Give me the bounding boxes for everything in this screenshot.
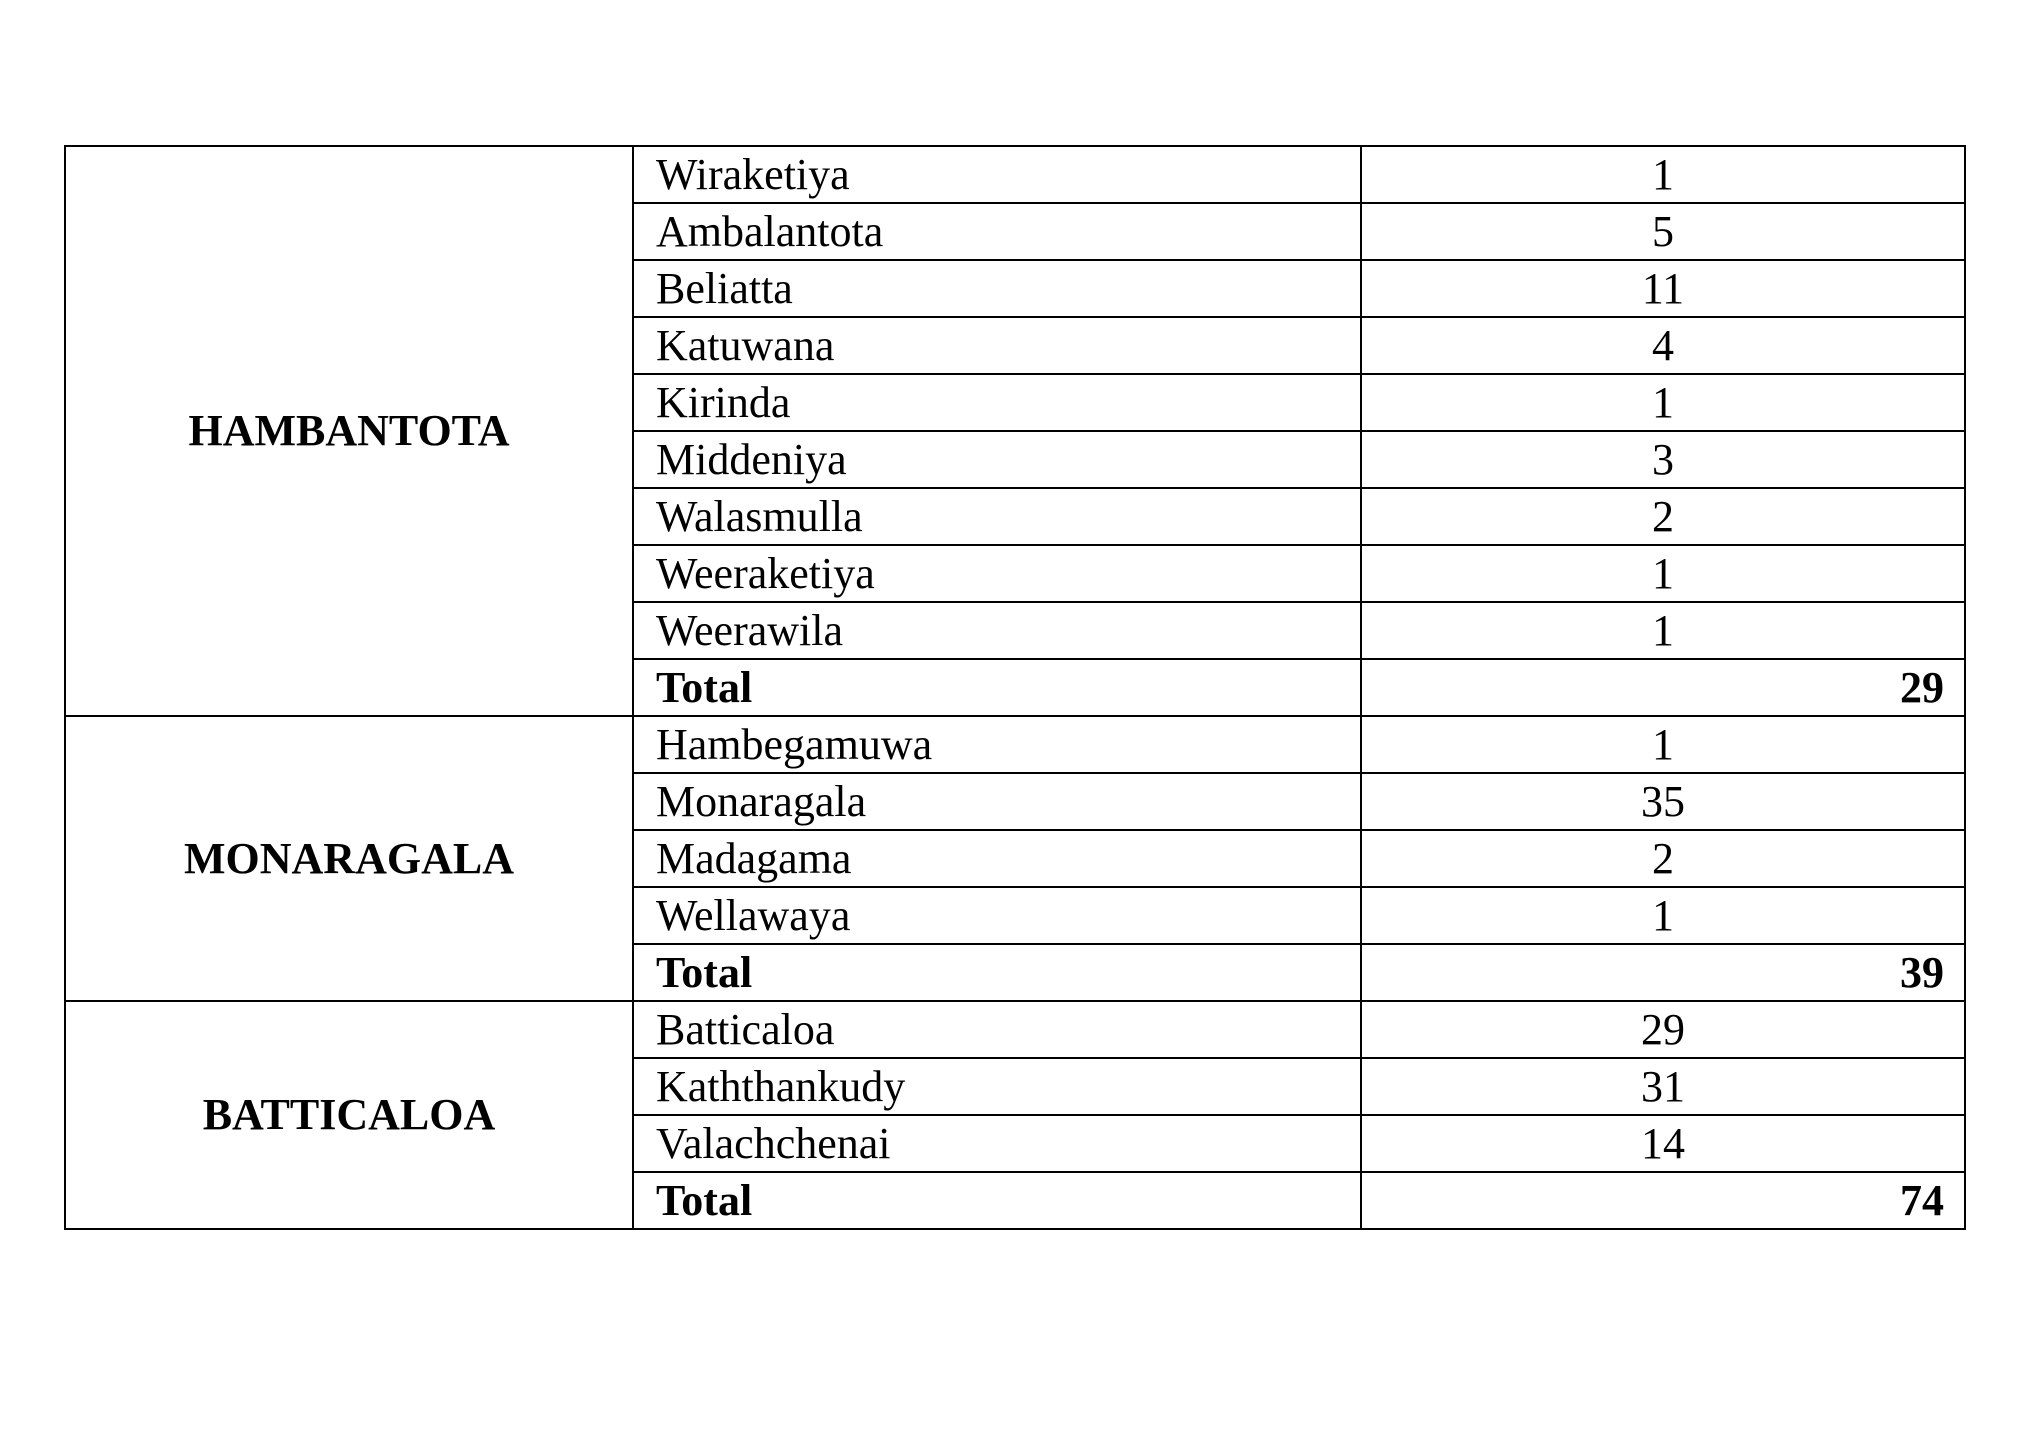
count-cell: 1: [1361, 887, 1965, 944]
place-cell: Katuwana: [633, 317, 1361, 374]
count-cell: 1: [1361, 146, 1965, 203]
count-cell: 1: [1361, 374, 1965, 431]
place-cell: Batticaloa: [633, 1001, 1361, 1058]
place-cell: Middeniya: [633, 431, 1361, 488]
table-row: [65, 716, 1965, 773]
total-value: 74: [1361, 1172, 1965, 1229]
place-cell: Beliatta: [633, 260, 1361, 317]
count-cell: 35: [1361, 773, 1965, 830]
total-label: Total: [633, 1172, 1361, 1229]
table-row: [65, 1001, 1965, 1058]
count-cell: 1: [1361, 545, 1965, 602]
place-cell: Weerawila: [633, 602, 1361, 659]
count-cell: 1: [1361, 602, 1965, 659]
district-cell: MONARAGALA: [65, 716, 633, 1001]
count-cell: 1: [1361, 716, 1965, 773]
place-cell: Ambalantota: [633, 203, 1361, 260]
total-label: Total: [633, 659, 1361, 716]
place-cell: Hambegamuwa: [633, 716, 1361, 773]
count-cell: 31: [1361, 1058, 1965, 1115]
count-cell: 5: [1361, 203, 1965, 260]
place-cell: Madagama: [633, 830, 1361, 887]
place-cell: Walasmulla: [633, 488, 1361, 545]
table-row: [65, 146, 1965, 203]
total-value: 29: [1361, 659, 1965, 716]
count-cell: 4: [1361, 317, 1965, 374]
place-cell: Monaragala: [633, 773, 1361, 830]
count-cell: 2: [1361, 830, 1965, 887]
count-cell: 29: [1361, 1001, 1965, 1058]
total-value: 39: [1361, 944, 1965, 1001]
total-label: Total: [633, 944, 1361, 1001]
district-cell: BATTICALOA: [65, 1001, 633, 1229]
count-cell: 14: [1361, 1115, 1965, 1172]
place-cell: Wiraketiya: [633, 146, 1361, 203]
place-cell: Valachchenai: [633, 1115, 1361, 1172]
district-table: [64, 145, 1966, 1230]
place-cell: Kirinda: [633, 374, 1361, 431]
count-cell: 11: [1361, 260, 1965, 317]
count-cell: 3: [1361, 431, 1965, 488]
count-cell: 2: [1361, 488, 1965, 545]
place-cell: Wellawaya: [633, 887, 1361, 944]
place-cell: Weeraketiya: [633, 545, 1361, 602]
place-cell: Kaththankudy: [633, 1058, 1361, 1115]
district-cell: HAMBANTOTA: [65, 146, 633, 716]
